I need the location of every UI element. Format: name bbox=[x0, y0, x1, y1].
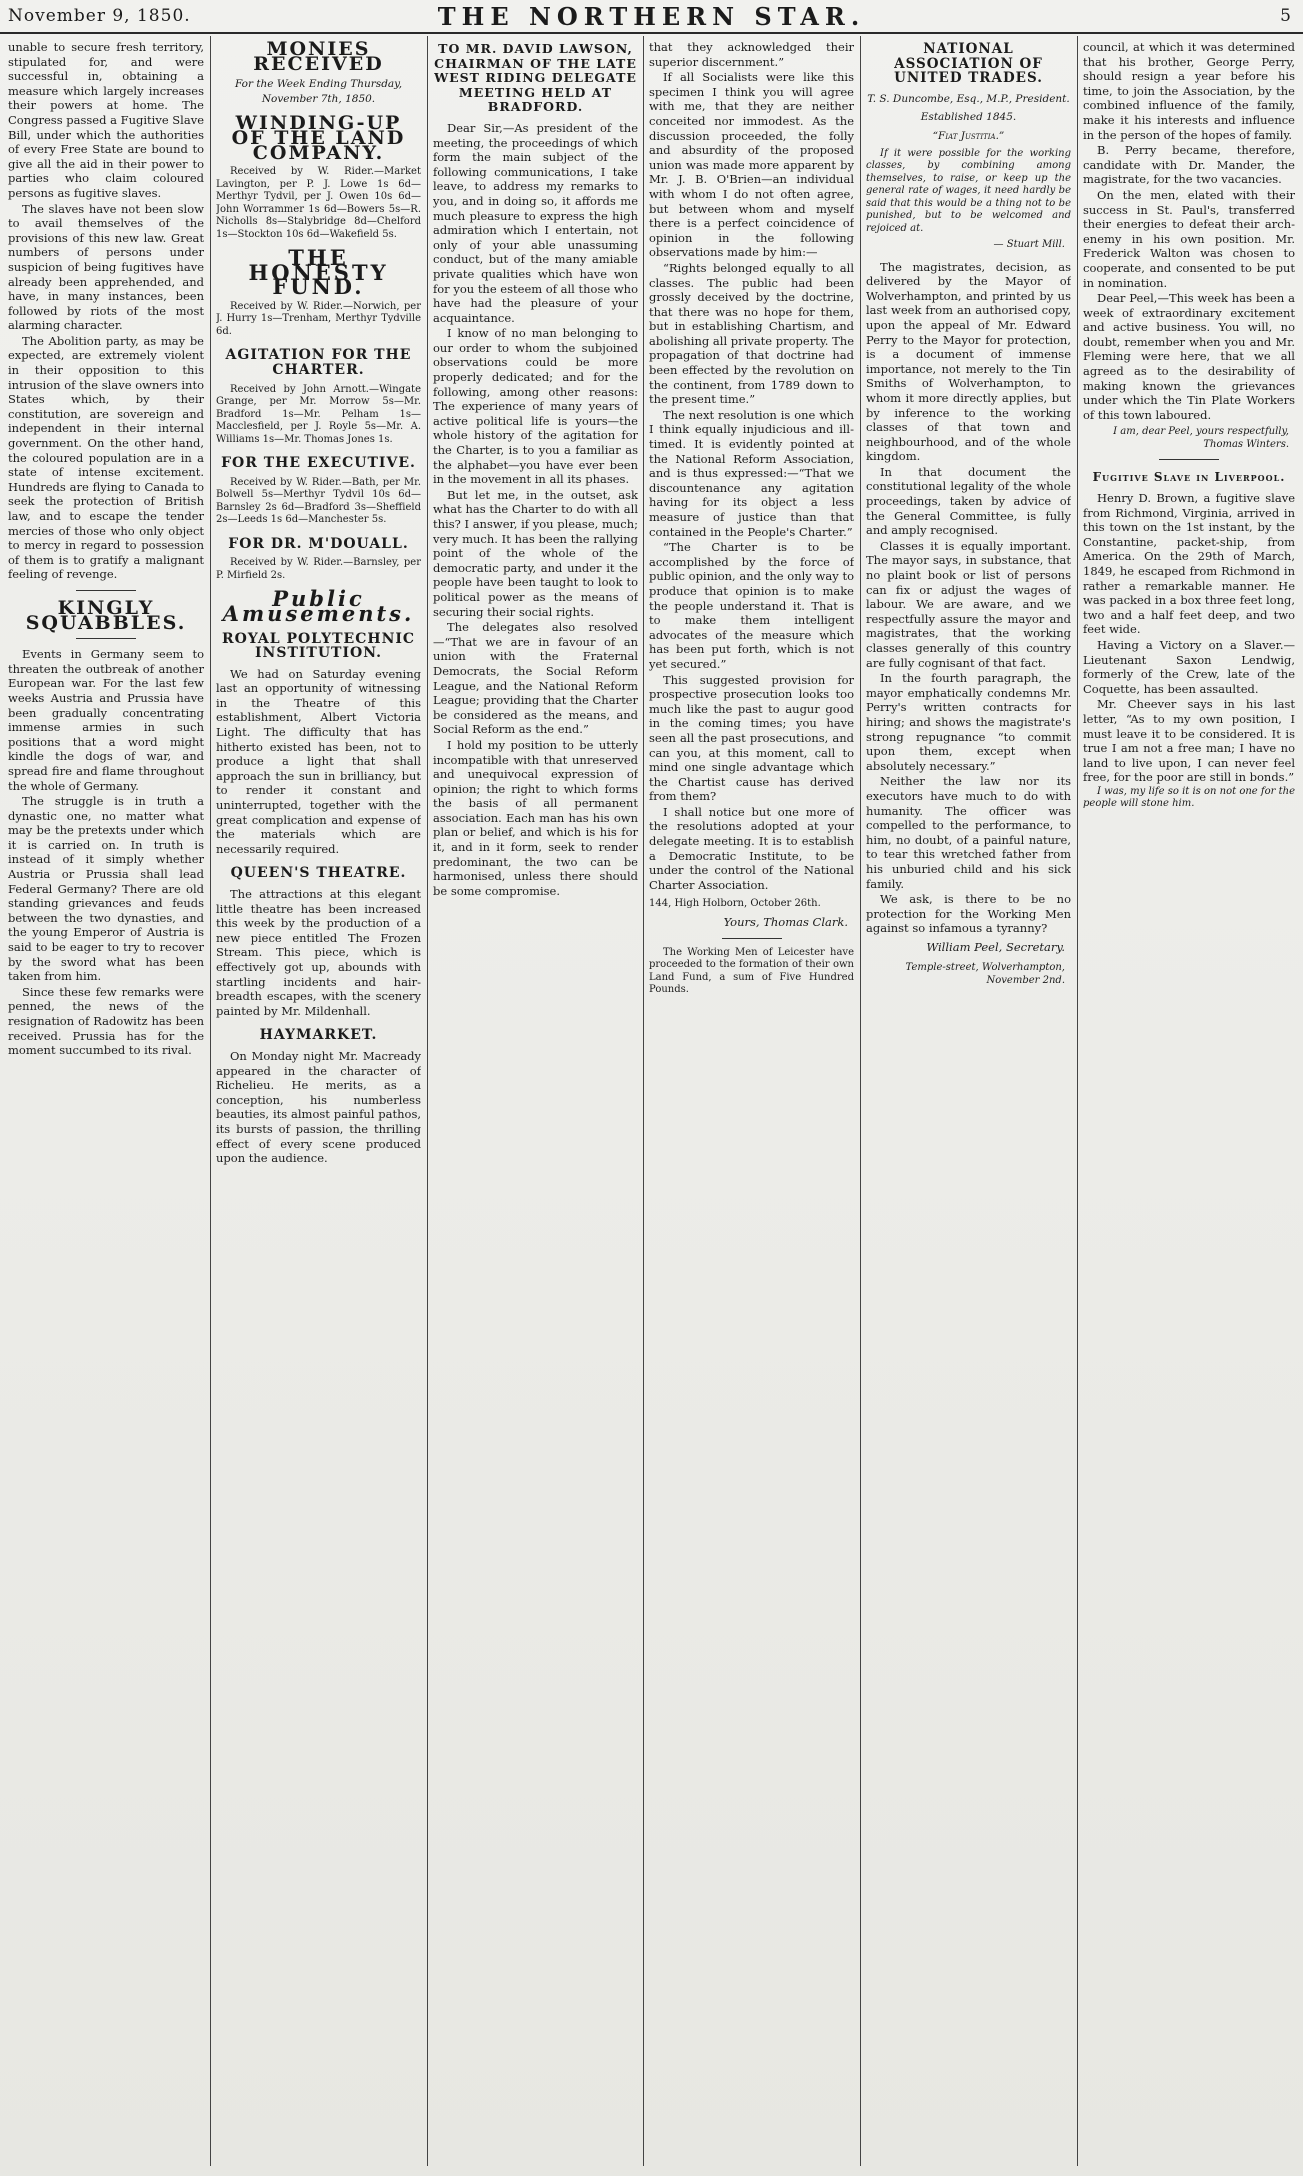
divider bbox=[76, 590, 136, 591]
column-1 bbox=[8, 40, 204, 2170]
column-6 bbox=[1083, 40, 1295, 2170]
article-paragraph: The struggle is in truth a dynastic one, no matter what may be the pretexts under which it is carried on. In truth is instead of it simply whether Austria or Prussia shall lead Federal Germany? There are old standing grievances and feuds between the two dynasties, and the young Emperor of Austria is said to be eager to try to recover by the sword what has been taken from him. bbox=[8, 794, 204, 984]
notice-text: Received by W. Rider.—Barnsley, per P. Mirfield 2s. bbox=[216, 557, 421, 581]
letter-paragraph: I hold my position to be utterly incompatible with that unreserved and unequivocal expression of opinion; the right to which forms the basis of all permanent association. Each man has his own plan or belief, and which is his for it, and in it form, seek to render predominant, the two can be harmonised, unless there should be some compromise. bbox=[433, 737, 638, 898]
column-rule bbox=[860, 36, 861, 2166]
column-2 bbox=[216, 40, 421, 2170]
letter-signature: I am, dear Peel, yours respectfully, Thomas Winters. bbox=[1113, 426, 1289, 450]
section-heading: THE HONESTY FUND. bbox=[248, 245, 389, 300]
established-line: Established 1845. bbox=[920, 111, 1017, 124]
newspaper-title: THE NORTHERN STAR. bbox=[437, 2, 866, 31]
letter-paragraph: I know of no man belonging to our order to whom the subjoined observations could be more properly dedicated; and for the following, among other reasons: The experience of many years of active political life is yours—the whole history of the agitation for the Charter, is to you a familiar as the alphabet—you have ever been in the movement in all its phases. bbox=[433, 326, 638, 487]
column-rule bbox=[1077, 36, 1078, 2166]
letter-paragraph: “Rights belonged equally to all classes. The public had been grossly deceived by the doctrine, that there was no hope for them, but in establishing Chartism, and abolishing all private property. The propagation of that doctrine had been effected by the revolution on the continent, from 1789 down to the present time.” bbox=[649, 260, 854, 407]
article-paragraph: On the men, elated with their success in St. Paul's, transferred their energies to defeat their arch-enemy in his own position. Mr. Frederick Walton was chosen to cooperate, and consented to be put in nomination. bbox=[1083, 187, 1295, 290]
column-5 bbox=[866, 40, 1071, 2170]
article-paragraph: Events in Germany seem to threaten the outbreak of another European war. For the last few weeks Austria and Prussia have been gradually concentrating immense armies in such positions that a word might kindle the dogs of war, and spread fire and flame throughout the whole of Germany. bbox=[8, 647, 204, 793]
article-paragraph: The slaves have not been slow to avail themselves of the provisions of this new law. Great numbers of persons under suspicion of being fugitives have already been apprehended, and have, in many instances, been followed by riots of the most alarming character. bbox=[8, 201, 204, 333]
article-paragraph: I was, my life so it is on not one for the people will stone him. bbox=[1083, 785, 1295, 810]
letter-paragraph: that they acknowledged their superior discernment.” bbox=[649, 40, 854, 69]
notice-text: Received by John Arnott.—Wingate Grange, per Mr. Morrow 5s—Mr. Bradford 1s—Mr. Pelham 1s—Macclesfield, per J. Royle 5s—Mr. A. Williams 1s—Mr. Thomas Jones 1s. bbox=[216, 383, 421, 445]
letter-paragraph: But let me, in the outset, ask what has the Charter to do with all this? I answer, if you please, much; very much. It has been the rallying point of the whole of the democratic party, and under it the people have been taught to look to political power as the means of securing their social rights. bbox=[433, 487, 638, 619]
section-heading: FOR DR. M'DOUALL. bbox=[228, 535, 409, 552]
column-rule bbox=[643, 36, 644, 2166]
article-paragraph: Dear Peel,—This week has been a week of extraordinary excitement and active business. You will, no doubt, remember when you and Mr. Fleming were here, that we all agreed as to the desirability of making known the grievances under which the Tin Plate Workers of this town laboured. bbox=[1083, 291, 1295, 422]
article-paragraph: B. Perry became, therefore, candidate with Dr. Mander, the magistrate, for the two vacancies. bbox=[1083, 143, 1295, 187]
article-signature: William Peel, Secretary. bbox=[926, 939, 1065, 954]
divider bbox=[76, 638, 136, 639]
column-rule bbox=[210, 36, 211, 2166]
article-heading: HAYMARKET. bbox=[259, 1027, 378, 1044]
column-4 bbox=[649, 40, 854, 2170]
article-paragraph: The magistrates, decision, as delivered by the Mayor of Wolverhampton, and printed by us last week from an authorised copy, upon the appeal of Mr. Edward Perry to the Mayor for protection, is a document of immense importance, not merely to the Tin Smiths of Wolverhampton, to whom it more directly applies, but by inference to the working classes of that town and neighbourhood, and of the whole kingdom. bbox=[866, 259, 1071, 464]
issue-date: November 9, 1850. bbox=[8, 6, 191, 26]
news-item: The Working Men of Leicester have proceeded to the formation of their own Land Fund, a sum of Five Hundred Pounds. bbox=[649, 946, 854, 996]
article-paragraph: Since these few remarks were penned, the news of the resignation of Radowitz has been received. Prussia has for the moment succumbed to its rival. bbox=[8, 984, 204, 1058]
section-heading: FOR THE EXECUTIVE. bbox=[221, 455, 416, 472]
notice-text: Received by W. Rider.—Norwich, per J. Hurry 1s—Trenham, Merthyr Tydville 6d. bbox=[216, 300, 421, 337]
notice-text: Received by W. Rider.—Market Lavington, per P. J. Lowe 1s 6d—Merthyr Tydvil, per J. Owen 10s 6d—John Worrammer 1s 6d—Bowers 5s—R. Nicholls 8s—Stalybridge 8d—Chelford 1s—Stockton 10s 6d—Wakefield 5s. bbox=[216, 166, 421, 240]
section-heading: NATIONAL ASSOCIATION OF UNITED TRADES. bbox=[894, 41, 1043, 87]
article-paragraph: Henry D. Brown, a fugitive slave from Richmond, Virginia, arrived in this town on the 1st instant, by the Constantine, packet-ship, from America. On the 29th of March, 1849, he escaped from Richmond in rather a remarkable manner. He was packed in a box three feet long, two and a half feet deep, and two feet wide. bbox=[1083, 491, 1295, 637]
letter-address: 144, High Holborn, October 26th. bbox=[649, 898, 821, 910]
article-heading: Fugitive Slave in Liverpool. bbox=[1092, 470, 1286, 485]
article-heading: QUEEN'S THEATRE. bbox=[230, 865, 407, 882]
letter-paragraph: The delegates also resolved—“That we are in favour of an union with the Fraternal Democrats, the Social Reform League, and the National Reform League; providing that the Charter be considered as the means, and Social Reform as the end.” bbox=[433, 620, 638, 737]
article-paragraph: On Monday night Mr. Macready appeared in the character of Richelieu. He merits, as a conception, his numberless beauties, its almost painful pathos, its bursts of passion, the thrilling effect of every scene produced upon the audience. bbox=[216, 1048, 421, 1166]
article-paragraph: Having a Victory on a Slaver.—Lieutenant Saxon Lendwig, formerly of the Crew, late of the Coquette, has been assaulted. bbox=[1083, 637, 1295, 696]
divider bbox=[1159, 459, 1219, 460]
letter-paragraph: If all Socialists were like this specimen I think you will agree with me, that they are neither conceited nor immodest. As the discussion proceeded, the folly and absurdity of the proposed union was made more apparent by Mr. J. B. O'Brien—an individual with whom I do not often agree, but between whom and myself there is a perfect coincidence of opinion in the following observations made by him:— bbox=[649, 70, 854, 260]
section-subheading: T. S. Duncombe, Esq., M.P., President. bbox=[867, 92, 1070, 105]
letter-signature: Yours, Thomas Clark. bbox=[723, 914, 848, 929]
section-subheading: For the Week Ending Thursday, November 7th, 1850. bbox=[234, 78, 403, 105]
section-heading: Public Amusements. bbox=[222, 586, 415, 626]
section-heading: AGITATION FOR THE CHARTER. bbox=[225, 347, 412, 379]
section-heading: WINDING-UP OF THE LAND COMPANY. bbox=[231, 112, 406, 164]
article-paragraph: Classes it is equally important. The mayor says, in substance, that no plaint book or list of persons can fix or adjust the wages of labour. We are aware, and we respectfully assure the mayor and magistrates, that the working classes generally of this country are fully cognisant of that fact. bbox=[866, 538, 1071, 670]
article-paragraph: In that document the constitutional legality of the whole proceedings, taken by advice of the General Committee, is fully and amply recognised. bbox=[866, 464, 1071, 538]
epigraph: If it were possible for the working classes, by combining among themselves, to raise, or keep up the general rate of wages, it need hardly be said that this would be a thing not to be punished, but to be welcomed and rejoiced at. bbox=[866, 147, 1071, 234]
article-paragraph: unable to secure fresh territory, stipulated for, and were successful in, obtaining a measure which largely increases their powers at home. The Congress passed a Fugitive Slave Bill, under which the authorities of every Free State are bound to give all the aid in their power to parties who claim coloured persons as fugitive slaves. bbox=[8, 40, 204, 200]
article-paragraph: The Abolition party, as may be expected, are extremely violent in their opposition to this intrusion of the slave owners into States which, by their constitution, are sovereign and independent in their internal government. On the other hand, the coloured population are in a state of intense excitement. Hundreds are flying to Canada to seek the protection of British law, and to escape the tender mercies of those who only object to mercy in regard to possession of them is to gratify a malignant feeling of revenge. bbox=[8, 333, 204, 582]
letter-heading: TO MR. DAVID LAWSON, CHAIRMAN OF THE LATE WEST RIDING DELEGATE MEETING HELD AT BRADFORD. bbox=[434, 41, 637, 115]
page-number: 5 bbox=[1280, 6, 1291, 26]
article-paragraph: Mr. Cheever says in his last letter, “As to my own position, I must leave it to be considered. It is true I am not a free man; I have no land to live upon, I can never feel free, for the poor are still in bonds.” bbox=[1083, 697, 1295, 785]
letter-paragraph: This suggested provision for prospective prosecution looks too much like the past to augur good in the coming times; you have seen all the past prosecutions, and can you, at this moment, call to mind one single advantage which the Chartist cause has derived from them? bbox=[649, 672, 854, 804]
article-paragraph: Neither the law nor its executors have much to do with humanity. The officer was compelled to the performance, to him, no doubt, of a painful nature, to tear this wretched father from his unburied child and his sick family. bbox=[866, 774, 1071, 891]
letter-paragraph: Dear Sir,—As president of the meeting, the proceedings of which form the main subject of the following communications, I take leave, to address my remarks to you, and in doing so, it affords me much pleasure to express the high admiration which I entertain, not only of your able unassuming conduct, but of the many amiable private qualities which have won for you the esteem of all those who have had the pleasure of your acquaintance. bbox=[433, 120, 638, 325]
letter-paragraph: I shall notice but one more of the resolutions adopted at your delegate meeting. It is to establish a Democratic Institute, to be under the control of the National Charter Association. bbox=[649, 804, 854, 892]
article-paragraph: In the fourth paragraph, the mayor emphatically condemns Mr. Perry's written contracts for hiring; and shows the magistrate's strong repugnance “to commit upon them, except when absolutely necessary.” bbox=[866, 671, 1071, 773]
divider bbox=[722, 938, 782, 939]
column-rule bbox=[427, 36, 428, 2166]
article-heading: ROYAL POLYTECHNIC INSTITUTION. bbox=[221, 630, 416, 662]
notice-text: Received by W. Rider.—Bath, per Mr. Bolwell 5s—Merthyr Tydvil 10s 6d—Barnsley 2s 6d—Bradford 3s—Sheffield 2s—Leeds 1s 6d—Manchester 5s. bbox=[216, 476, 421, 526]
masthead bbox=[0, 0, 1303, 34]
motto: “Fiat Justitia.” bbox=[932, 129, 1005, 142]
article-paragraph: council, at which it was determined that his brother, George Perry, should resign a year before his time, to join the Association, by the combined influence of the family, make it his interests and influence in the person of the hopes of family. bbox=[1083, 40, 1295, 142]
letter-paragraph: The next resolution is one which I think equally injudicious and ill-timed. It is evidently pointed at the National Reform Association, and is thus expressed:—“That we discountenance any agitation having for its object a less measure of justice than that contained in the People's Charter.” bbox=[649, 407, 854, 539]
letter-paragraph: “The Charter is to be accomplished by the force of public opinion, and the only way to produce that opinion is to make the people understand it. That is to make them intelligent advocates of the measure which has been put forth, which is not yet secured.” bbox=[649, 540, 854, 671]
article-dateline: Temple-street, Wolverhampton, November 2nd. bbox=[905, 962, 1065, 986]
article-paragraph: The attractions at this elegant little theatre has been increased this week by the production of a new piece entitled The Frozen Stream. This piece, which is effectively got up, abounds with startling incidents and hair-breadth escapes, with the scenery painted by Mr. Mildenhall. bbox=[216, 887, 421, 1018]
epigraph-author: — Stuart Mill. bbox=[993, 239, 1065, 251]
article-paragraph: We had on Saturday evening last an opportunity of witnessing in the Theatre of this establishment, Albert Victoria Light. The difficulty that has hitherto existed has been, not to produce a light that shall approach the sun in brilliancy, but to render it constant and uninterrupted, together with the great complication and expense of the materials which are necessarily required. bbox=[216, 666, 421, 856]
article-paragraph: We ask, is there to be no protection for the Working Men against so infamous a tyranny? bbox=[866, 892, 1071, 936]
section-heading: MONIES RECEIVED bbox=[253, 40, 384, 75]
column-3 bbox=[433, 40, 638, 2170]
article-heading: KINGLY SQUABBLES. bbox=[25, 596, 187, 634]
